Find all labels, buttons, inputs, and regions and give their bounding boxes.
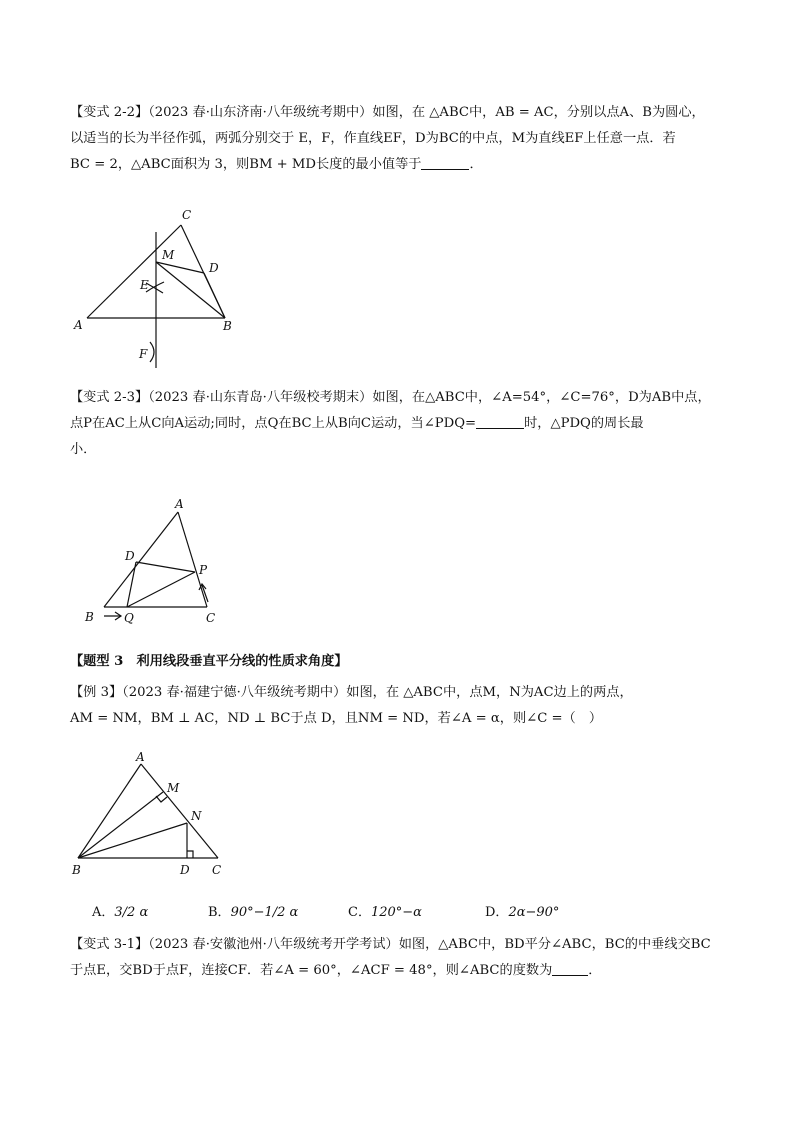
fig3-label-m: M	[167, 781, 180, 795]
problem-2-3-line2: 点P在AC上从C向A运动;同时，点Q在BC上从B向C运动，当∠PDQ= 时，△PDQ的周长最	[70, 416, 644, 431]
section-title-type-3: 【题型 3 利用线段垂直平分线的性质求角度】	[70, 654, 348, 669]
problem-2-2-line3: BC = 2，△ABC面积为 3，则BM + MD长度的最小值等于 ．	[70, 157, 483, 172]
fig1-label-c: C	[182, 208, 192, 222]
choice-d[interactable]: D．2α−90°	[485, 905, 560, 920]
fig3-label-n: N	[191, 809, 202, 823]
fig1-label-a: A	[74, 318, 83, 332]
fig2-label-a: A	[175, 497, 184, 511]
fig3-label-b: B	[72, 863, 81, 877]
choice-a[interactable]: A．3/2 α	[92, 905, 149, 920]
problem-2-3-line1: 【变式 2-3】（2023 春·山东青岛·八年级校考期末）如图，在△ABC中，∠A=54°，∠C=76°，D为AB中点，	[70, 390, 711, 405]
fig2-label-b: B	[85, 610, 94, 624]
problem-2-2-line2: 以适当的长为半径作弧，两弧分别交于 E，F，作直线EF，D为BC的中点，M为直线EF上任意一点．若	[70, 131, 676, 146]
fig1-label-d: D	[209, 261, 219, 275]
problem-2-2-line1: 【变式 2-2】（2023 春·山东济南·八年级统考期中）如图，在 △ABC中，AB = AC，分别以点A、B为圆心，	[70, 105, 705, 120]
fig2-label-d: D	[125, 549, 135, 563]
fig2-label-c: C	[206, 611, 216, 625]
fig1-label-e: E	[140, 278, 149, 292]
fig1-label-f: F	[139, 347, 148, 361]
fig3-label-d: D	[180, 863, 190, 877]
fig1-label-m: M	[162, 248, 175, 262]
fig2-label-q: Q	[124, 611, 134, 625]
problem-2-3-line3: 小．	[70, 442, 97, 457]
example-3-line2: AM = NM，BM ⊥ AC，ND ⊥ BC于点 D，且NM = ND，若∠A = α，则∠C =（ ）	[70, 711, 603, 726]
answer-blank[interactable]	[552, 962, 588, 976]
fig3-label-c: C	[212, 863, 222, 877]
problem-3-1-line1: 【变式 3-1】（2023 春·安徽池州·八年级统考开学考试）如图，△ABC中，BD平分∠ABC，BC的中垂线交BC	[70, 937, 711, 952]
fig1-label-b: B	[223, 319, 232, 333]
fig2-label-p: P	[199, 563, 208, 577]
choice-b[interactable]: B．90°−1/2 α	[208, 905, 299, 920]
choice-c[interactable]: C．120°−α	[348, 905, 422, 920]
problem-3-1	[70, 932, 730, 984]
fig3-label-a: A	[136, 750, 145, 764]
example-3-line1: 【例 3】（2023 春·福建宁德·八年级统考期中）如图，在 △ABC中，点M，N为AC边上的两点，	[70, 685, 633, 700]
problem-3-1-line2: 于点E，交BD于点F，连接CF．若∠A = 60°，∠ACF = 48°，则∠ABC的度数为 ．	[70, 963, 602, 978]
